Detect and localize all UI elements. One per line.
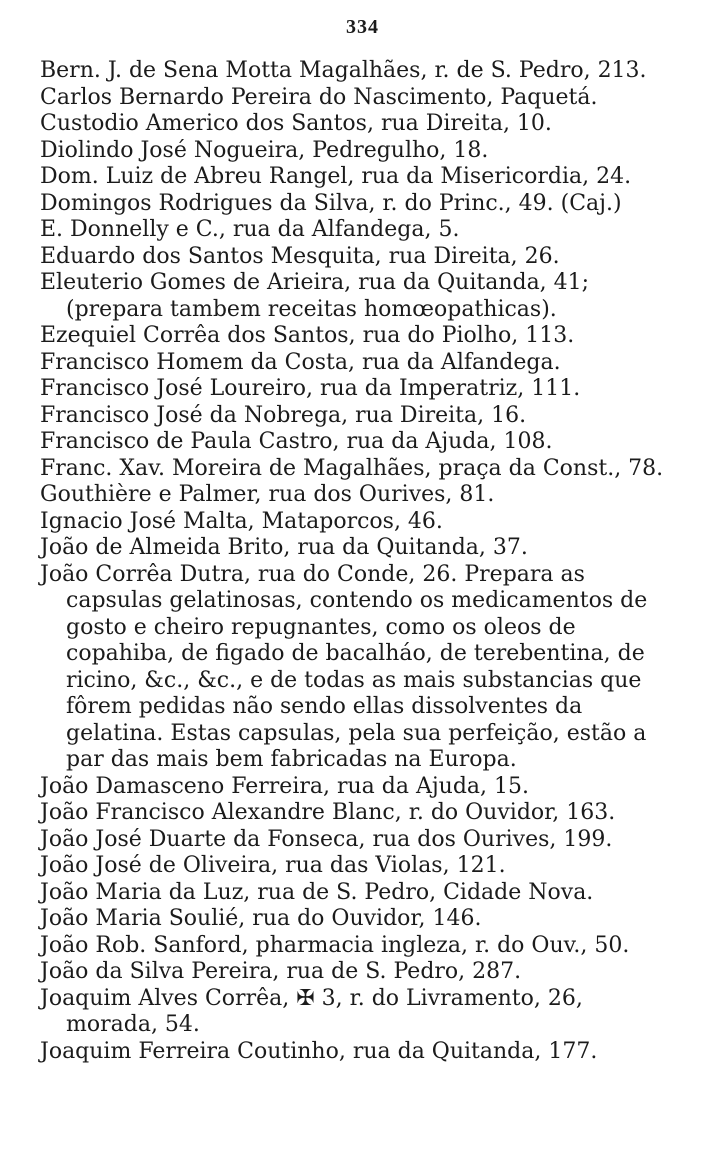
list-item: E. Donnelly e C., rua da Alfandega, 5. [40, 217, 460, 242]
list-item: Gouthière e Palmer, rua dos Ourives, 81. [40, 482, 495, 507]
list-item: João de Almeida Brito, rua da Quitanda, 37. [40, 535, 528, 560]
list-item: João Maria Soulié, rua do Ouvidor, 146. [40, 906, 482, 931]
list-item: Franc. Xav. Moreira de Magalhães, praça da Const., 78. [40, 455, 664, 481]
list-item: João Rob. Sanford, pharmacia ingleza, r. do Ouv., 50. [40, 932, 630, 958]
list-item: João José Duarte da Fonseca, rua dos Ourives, 199. [40, 826, 613, 852]
list-item: Eleuterio Gomes de Arieira, rua da Quitanda, 41; (prepara tambem receitas homœopathicas). [40, 270, 590, 322]
list-item: João Maria da Luz, rua de S. Pedro, Cidade Nova. [40, 879, 594, 905]
directory-list [40, 58, 680, 1065]
list-item: Ezequiel Corrêa dos Santos, rua do Piolho, 113. [40, 323, 575, 348]
list-item: João José de Oliveira, rua das Violas, 121. [40, 853, 506, 878]
page-number: 334 [346, 16, 379, 38]
list-item: Francisco José da Nobrega, rua Direita, 16. [40, 402, 527, 428]
list-item: Dom. Luiz de Abreu Rangel, rua da Misericordia, 24. [40, 164, 632, 189]
list-item: João Damasceno Ferreira, rua da Ajuda, 15. [40, 773, 530, 799]
list-item: Francisco de Paula Castro, rua da Ajuda, 108. [40, 429, 553, 454]
list-item: Eduardo dos Santos Mesquita, rua Direita, 26. [40, 243, 560, 269]
list-item: Diolindo José Nogueira, Pedregulho, 18. [40, 137, 489, 163]
list-item: Domingos Rodrigues da Silva, r. do Princ., 49. (Caj.) [40, 190, 622, 216]
list-item: João Francisco Alexandre Blanc, r. do Ouvidor, 163. [40, 800, 616, 825]
list-item: Custodio Americo dos Santos, rua Direita, 10. [40, 111, 552, 136]
list-item: Francisco Homem da Costa, rua da Alfandega. [40, 349, 561, 375]
list-item: João da Silva Pereira, rua de S. Pedro, 287. [40, 959, 522, 984]
list-item: Francisco José Loureiro, rua da Imperatriz, 111. [40, 376, 581, 401]
list-item: Joaquim Ferreira Coutinho, rua da Quitanda, 177. [40, 1038, 598, 1064]
list-item: Ignacio José Malta, Mataporcos, 46. [40, 508, 443, 534]
list-item: João Corrêa Dutra, rua do Conde, 26. Prepara as capsulas gelatinosas, contendo os medicamentos de gosto e cheiro repugnantes, como os oleos de copahiba, de figado de bacalháo, de terebentina, de ricino, &c., &c., e de todas as mais substancias que fôrem pedidas não sendo ellas dissolventes da gelatina. Estas capsulas, pela sua perfeição, estão a par das mais bem fabricadas na Europa. [40, 561, 648, 772]
list-item: Carlos Bernardo Pereira do Nascimento, Paquetá. [40, 84, 598, 110]
list-item: Bern. J. de Sena Motta Magalhães, r. de S. Pedro, 213. [40, 58, 647, 83]
list-item: Joaquim Alves Corrêa, ✠ 3, r. do Livramento, 26, morada, 54. [40, 985, 583, 1037]
